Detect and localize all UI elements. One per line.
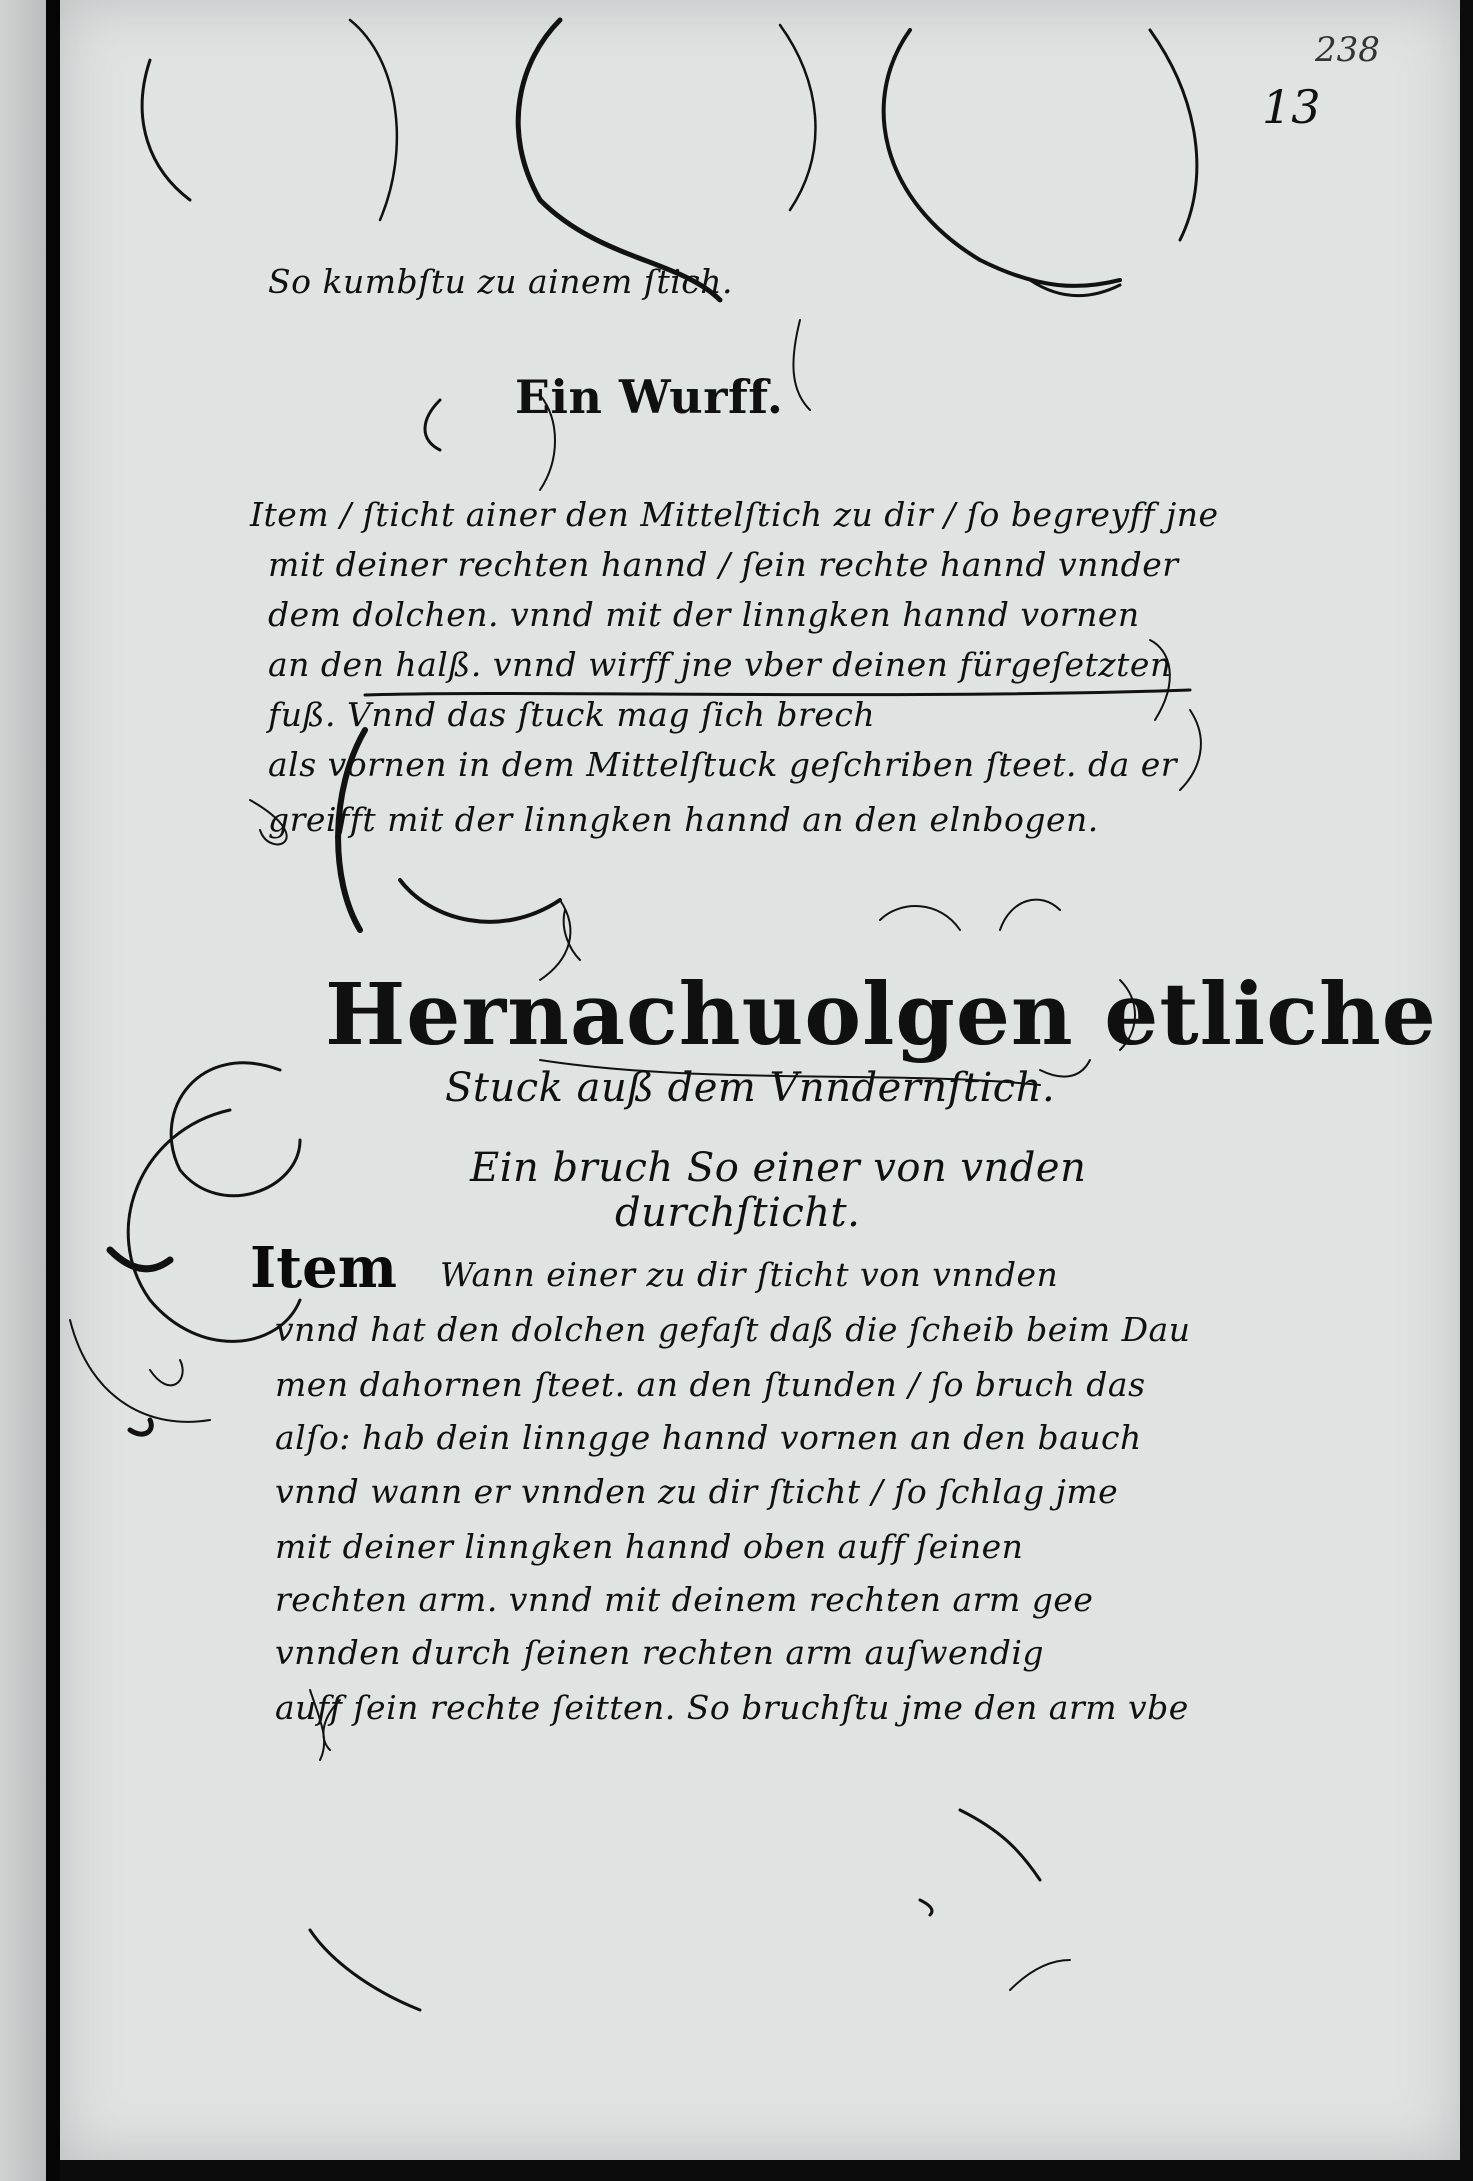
section-heading-continued: durchſticht. (615, 1190, 861, 1236)
text-line: So kumbſtu zu ainem ſtich. (268, 262, 734, 301)
text-line: alſo: hab dein linngge hannd vornen an den bauch (275, 1418, 1142, 1457)
decorated-initial: Item (250, 1235, 397, 1301)
text-line: fuß. Vnnd das ſtuck mag ſich brech (268, 695, 876, 734)
section-title: Hernachuolgen etliche (325, 965, 1437, 1065)
text-line: men dahornen ſteet. an den ſtunden / ſo bruch das (275, 1365, 1146, 1404)
text-line: mit deiner linngken hannd oben auff ſeinen (275, 1527, 1024, 1566)
facing-page-edge (0, 0, 46, 2181)
text-line: mit deiner rechten hannd / ſein rechte hannd vnnder (268, 545, 1179, 584)
text-line: vnnden durch ſeinen rechten arm auſwendig (275, 1633, 1045, 1672)
text-line: rechten arm. vnnd mit deinem rechten arm gee (275, 1580, 1094, 1619)
text-line: greifft mit der linngken hannd an den elnbogen. (268, 800, 1099, 839)
text-line: vnnd wann er vnnden zu dir ſticht / ſo ſchlag jme (275, 1472, 1119, 1511)
binding-gutter (46, 0, 60, 2181)
text-line: vnnd hat den dolchen gefaſt daß die ſcheib beim Dau (275, 1310, 1191, 1349)
text-line: als vornen in dem Mittelſtuck geſchriben ſteet. da er (268, 745, 1178, 784)
section-heading: Ein bruch So einer von vnden (470, 1145, 1087, 1191)
folio-number: 238 (1315, 30, 1380, 70)
section-subtitle: Stuck auß dem Vnndernſtich. (445, 1065, 1056, 1111)
text-line: an den halß. vnnd wirff jne vber deinen fürgeſetzten (268, 645, 1172, 684)
page-number: 13 (1262, 80, 1321, 134)
text-line: auff ſein rechte ſeitten. So bruchſtu jme den arm vbe (275, 1688, 1189, 1727)
text-line: Item / ſticht ainer den Mittelſtich zu dir / ſo begreyff jne (250, 495, 1219, 534)
text-line: Wann einer zu dir ſticht von vnnden (440, 1255, 1059, 1294)
section-heading: Ein Wurff. (515, 370, 784, 424)
text-line: dem dolchen. vnnd mit der linngken hannd vornen (268, 595, 1140, 634)
